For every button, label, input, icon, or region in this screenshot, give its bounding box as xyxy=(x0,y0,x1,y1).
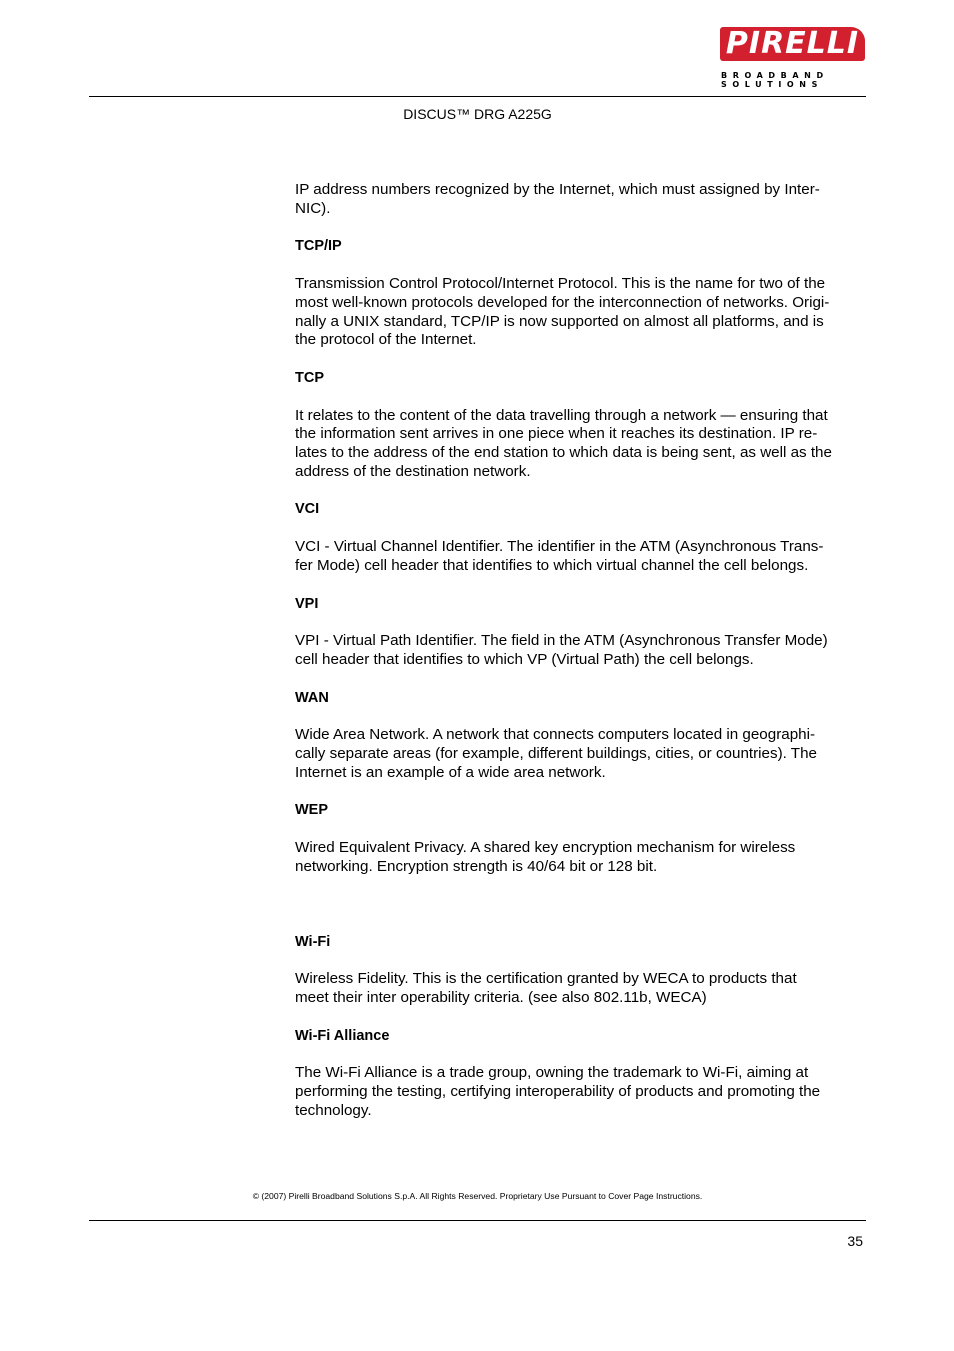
document-title: DISCUS™ DRG A225G xyxy=(403,106,552,122)
term-wi-fi-alliance: Wi-Fi Alliance xyxy=(295,1027,390,1044)
header-rule xyxy=(89,96,866,97)
definition-vci: VCI - Virtual Channel Identifier. The identifier in the ATM (Asynchronous Trans- fer Mode) cell header that identifies to which virtual channel the cell belongs. xyxy=(295,538,824,574)
definition-wan: Wide Area Network. A network that connects computers located in geographi- cally separate areas (for example, different buildings, cities, or countries). The Internet is an example of a wide area network. xyxy=(295,726,817,781)
term-wi-fi: Wi-Fi xyxy=(295,933,331,950)
term-tcp: TCP xyxy=(295,369,324,386)
page-number: 35 xyxy=(847,1233,863,1249)
definition-vpi: VPI - Virtual Path Identifier. The field in the ATM (Asynchronous Transfer Mode) cell header that identifies to which VP (Virtual Path) the cell belongs. xyxy=(295,632,828,668)
definition-wi-fi: Wireless Fidelity. This is the certification granted by WECA to products that meet their inter operability criteria. (see also 802.11b, WECA) xyxy=(295,970,797,1006)
logo-subline-solutions: SOLUTIONS xyxy=(721,80,823,89)
definition-tcp-ip: Transmission Control Protocol/Internet Protocol. This is the name for two of the most well-known protocols developed for the interconnection of networks. Origi- nally a UNIX standard, TCP/IP is now supported on almost all platforms, and is the protocol of the Internet. xyxy=(295,275,830,349)
pirelli-logo xyxy=(720,27,865,89)
term-wep: WEP xyxy=(295,802,329,819)
definition-wi-fi-alliance: The Wi-Fi Alliance is a trade group, owning the trademark to Wi-Fi, aiming at performing the testing, certifying interoperability of products and promoting the technology. xyxy=(295,1064,821,1119)
definition-tcp: It relates to the content of the data travelling through a network — ensuring that the information sent arrives in one piece when it reaches its destination. IP re- lates to the address of the end station to which data is being sent, as well as the address of the destination network. xyxy=(295,406,832,480)
term-vci: VCI xyxy=(295,501,320,518)
logo-wordmark: PIRELLI xyxy=(720,27,865,61)
definition-wep: Wired Equivalent Privacy. A shared key encryption mechanism for wireless networking. Encryption strength is 40/64 bit or 128 bit. xyxy=(295,839,796,875)
intro-paragraph: IP address numbers recognized by the Internet, which must assigned by Inter- NIC). xyxy=(295,181,820,217)
term-tcp-ip: TCP/IP xyxy=(295,238,342,255)
term-wan: WAN xyxy=(295,689,329,706)
logo-subline-broadband: BROADBAND xyxy=(721,71,829,80)
footer-rule xyxy=(89,1220,866,1221)
glossary-content xyxy=(295,181,867,1121)
copyright-notice: © (2007) Pirelli Broadband Solutions S.p.A. All Rights Reserved. Proprietary Use Pursuant to Cover Page Instructions. xyxy=(252,1191,703,1201)
term-vpi: VPI xyxy=(295,595,319,612)
